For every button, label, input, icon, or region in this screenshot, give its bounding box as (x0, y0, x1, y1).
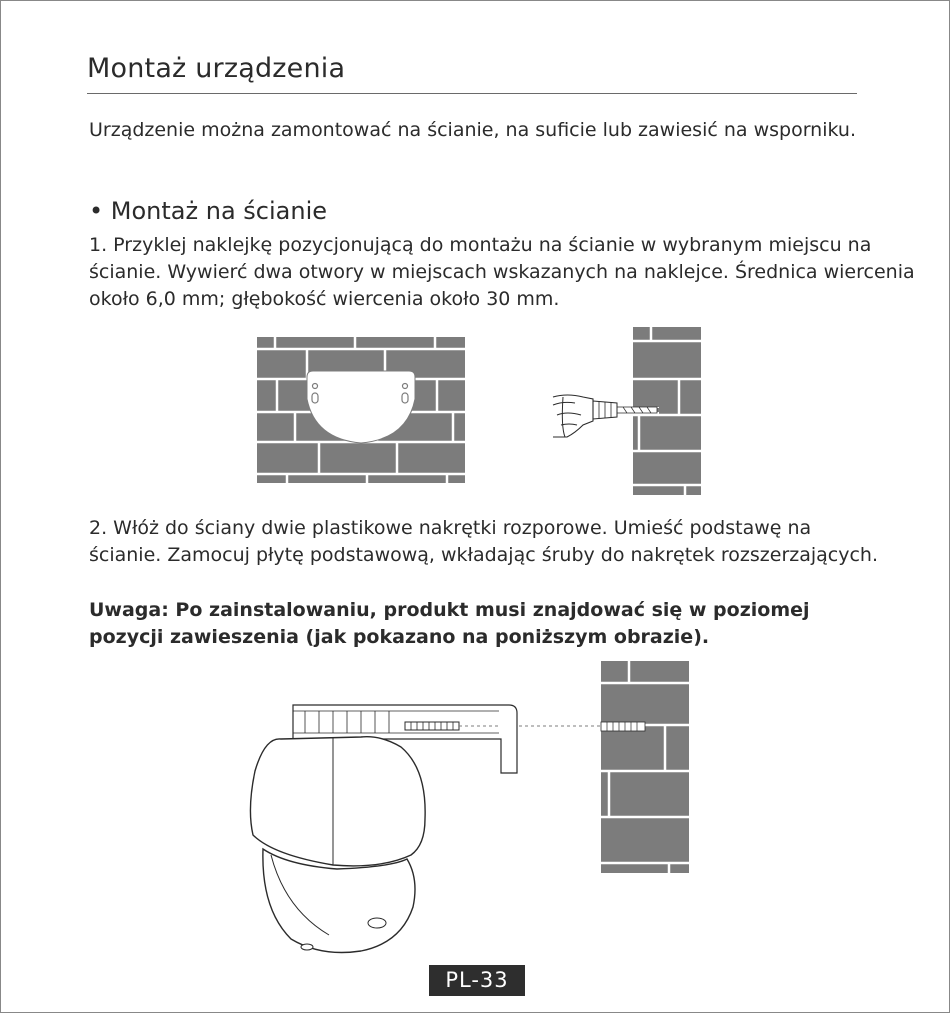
drill-illustration (547, 327, 705, 495)
page-title: Montaż urządzenia (87, 53, 346, 84)
camera-mount-illustration (241, 659, 693, 959)
page-number-badge: PL-33 (429, 965, 525, 996)
wall-sticker-illustration (257, 337, 465, 483)
step-2-text: 2. Włóż do ściany dwie plastikowe nakrętki rozporowe. Umieść podstawę na ścianie. Zamocuj płytę podstawową, wkładając śruby do nakrętek rozszerzających. (89, 517, 879, 566)
title-divider (87, 93, 857, 94)
installation-note: Uwaga: Po zainstalowaniu, produkt musi znajdować się w poziomej pozycji zawieszenia (jak pokazano na poniższym obrazie). (89, 599, 810, 648)
section-heading: • Montaż na ścianie (89, 197, 327, 225)
step-1-text: 1. Przyklej naklejkę pozycjonującą do montażu na ścianie w wybranym miejscu na ścianie. Wywierć dwa otwory w miejscach wskazanych na naklejce. Średnica wiercenia około 6,0 mm; głębokość wiercenia około 30 mm. (89, 234, 915, 310)
intro-paragraph: Urządzenie można zamontować na ścianie, na suficie lub zawiesić na wsporniku. (89, 119, 856, 141)
